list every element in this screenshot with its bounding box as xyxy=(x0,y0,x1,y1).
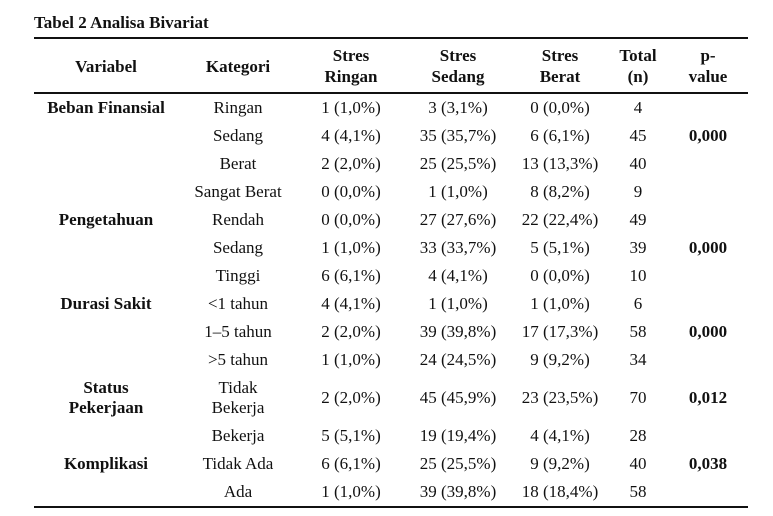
cell-variabel-line1: Status xyxy=(83,378,129,397)
cell-stres-berat: 4 (4,1%) xyxy=(530,426,590,445)
cell-variabel xyxy=(34,346,178,374)
header-p-value-line1: p- xyxy=(700,46,716,65)
cell-total: 4 xyxy=(633,98,643,117)
cell-stres-sedang: 24 (24,5%) xyxy=(419,350,497,369)
cell-kategori: >5 tahun xyxy=(207,350,269,369)
cell-total: 40 xyxy=(629,154,647,173)
cell-stres-ringan: 5 (5,1%) xyxy=(321,426,381,445)
cell-kategori: Bekerja xyxy=(211,426,265,445)
cell-stres-ringan: 2 (2,0%) xyxy=(321,388,381,407)
table-body xyxy=(34,93,748,507)
header-stres-ringan-line2: Ringan xyxy=(324,67,378,86)
table-caption: Tabel 2 Analisa Bivariat xyxy=(34,13,209,32)
cell-total: 70 xyxy=(629,388,647,407)
cell-stres-sedang: 3 (3,1%) xyxy=(428,98,488,117)
cell-kategori: Sangat Berat xyxy=(194,182,282,201)
cell-stres-ringan: 4 (4,1%) xyxy=(321,294,381,313)
cell-kategori: 1–5 tahun xyxy=(204,322,272,341)
cell-p-value: 0,000 xyxy=(688,322,728,341)
cell-kategori-line1: Tidak xyxy=(218,378,258,397)
cell-stres-ringan: 1 (1,0%) xyxy=(321,98,381,117)
cell-stres-sedang: 1 (1,0%) xyxy=(428,294,488,313)
cell-variabel xyxy=(34,422,178,450)
cell-total: 39 xyxy=(629,238,647,257)
cell-stres-sedang: 25 (25,5%) xyxy=(419,154,497,173)
cell-p-value xyxy=(668,93,748,122)
cell-p-value: 0,000 xyxy=(688,126,728,145)
cell-stres-berat: 0 (0,0%) xyxy=(530,266,590,285)
header-kategori: Kategori xyxy=(205,56,271,76)
cell-stres-berat: 18 (18,4%) xyxy=(521,482,599,501)
cell-stres-ringan: 4 (4,1%) xyxy=(321,126,381,145)
cell-stres-ringan: 2 (2,0%) xyxy=(321,322,381,341)
cell-variabel: Komplikasi xyxy=(63,454,149,473)
cell-stres-ringan: 2 (2,0%) xyxy=(321,154,381,173)
cell-stres-ringan: 0 (0,0%) xyxy=(321,182,381,201)
cell-total: 10 xyxy=(629,266,647,285)
cell-total: 40 xyxy=(629,454,647,473)
cell-stres-berat: 5 (5,1%) xyxy=(530,238,590,257)
header-variabel: Variabel xyxy=(75,56,137,76)
cell-stres-berat: 6 (6,1%) xyxy=(530,126,590,145)
table-row xyxy=(34,122,748,150)
table-row xyxy=(34,234,748,262)
table-row xyxy=(34,262,748,290)
cell-stres-ringan: 1 (1,0%) xyxy=(321,350,381,369)
cell-p-value: 0,000 xyxy=(688,238,728,257)
cell-stres-berat: 8 (8,2%) xyxy=(530,182,590,201)
cell-stres-ringan: 6 (6,1%) xyxy=(321,266,381,285)
cell-total: 58 xyxy=(629,482,647,501)
header-total xyxy=(608,38,668,93)
cell-p-value xyxy=(668,290,748,318)
cell-kategori: Ada xyxy=(223,482,253,501)
cell-stres-berat: 23 (23,5%) xyxy=(521,388,599,407)
cell-kategori: Sedang xyxy=(212,126,264,145)
cell-p-value xyxy=(668,346,748,374)
table-row xyxy=(34,422,748,450)
cell-variabel xyxy=(34,150,178,178)
cell-stres-sedang: 39 (39,8%) xyxy=(419,322,497,341)
cell-variabel: Durasi Sakit xyxy=(60,294,152,313)
header-total-line2: (n) xyxy=(627,67,649,86)
cell-p-value: 0,038 xyxy=(688,454,728,473)
cell-stres-sedang: 25 (25,5%) xyxy=(419,454,497,473)
cell-variabel xyxy=(34,178,178,206)
cell-stres-berat: 22 (22,4%) xyxy=(521,210,599,229)
cell-kategori: Tidak Ada xyxy=(202,454,274,473)
cell-stres-sedang: 27 (27,6%) xyxy=(419,210,497,229)
cell-stres-berat: 0 (0,0%) xyxy=(530,98,590,117)
cell-variabel xyxy=(34,122,178,150)
cell-p-value xyxy=(668,422,748,450)
cell-stres-ringan: 1 (1,0%) xyxy=(321,238,381,257)
table-row xyxy=(34,290,748,318)
cell-p-value xyxy=(668,150,748,178)
header-stres-berat-line2: Berat xyxy=(539,67,581,86)
cell-total: 28 xyxy=(629,426,647,445)
cell-stres-sedang: 1 (1,0%) xyxy=(428,182,488,201)
table-row xyxy=(34,346,748,374)
cell-stres-berat: 9 (9,2%) xyxy=(530,350,590,369)
bivariate-table xyxy=(34,37,748,508)
cell-total: 34 xyxy=(629,350,647,369)
cell-kategori: <1 tahun xyxy=(207,294,269,313)
header-stres-sedang-line1: Stres xyxy=(439,46,477,65)
cell-variabel xyxy=(34,478,178,507)
cell-stres-ringan: 1 (1,0%) xyxy=(321,482,381,501)
table-row xyxy=(34,374,748,422)
cell-variabel xyxy=(34,234,178,262)
header-stres-berat-line1: Stres xyxy=(541,46,579,65)
cell-p-value xyxy=(668,178,748,206)
header-p-value xyxy=(668,38,748,93)
cell-p-value: 0,012 xyxy=(688,388,728,407)
table-row xyxy=(34,93,748,122)
cell-total: 6 xyxy=(633,294,643,313)
cell-stres-sedang: 45 (45,9%) xyxy=(419,388,497,407)
cell-stres-sedang: 35 (35,7%) xyxy=(419,126,497,145)
table-row xyxy=(34,318,748,346)
table-row xyxy=(34,206,748,234)
cell-total: 58 xyxy=(629,322,647,341)
cell-kategori-line2: Bekerja xyxy=(211,398,265,417)
cell-kategori: Tinggi xyxy=(215,266,261,285)
cell-stres-berat: 13 (13,3%) xyxy=(521,154,599,173)
header-stres-berat xyxy=(512,38,608,93)
cell-kategori: Berat xyxy=(219,154,257,173)
cell-p-value xyxy=(668,478,748,507)
cell-p-value xyxy=(668,206,748,234)
table-header xyxy=(34,38,748,93)
cell-stres-sedang: 39 (39,8%) xyxy=(419,482,497,501)
header-p-value-line2: value xyxy=(688,67,728,86)
cell-stres-ringan: 0 (0,0%) xyxy=(321,210,381,229)
cell-variabel-line2: Pekerjaan xyxy=(68,398,144,417)
header-total-line1: Total xyxy=(619,46,657,65)
cell-stres-berat: 17 (17,3%) xyxy=(521,322,599,341)
table-row xyxy=(34,178,748,206)
table-row xyxy=(34,450,748,478)
cell-variabel xyxy=(34,374,178,422)
cell-total: 9 xyxy=(633,182,643,201)
cell-kategori: Rendah xyxy=(212,210,264,229)
cell-kategori xyxy=(178,374,298,422)
cell-total: 45 xyxy=(629,126,647,145)
cell-variabel: Pengetahuan xyxy=(58,210,154,229)
header-stres-ringan-line1: Stres xyxy=(332,46,370,65)
cell-total: 49 xyxy=(629,210,647,229)
cell-stres-berat: 1 (1,0%) xyxy=(530,294,590,313)
header-stres-sedang-line2: Sedang xyxy=(431,67,485,86)
cell-variabel: Beban Finansial xyxy=(47,98,165,117)
cell-kategori: Sedang xyxy=(212,238,264,257)
header-stres-sedang xyxy=(404,38,512,93)
cell-variabel xyxy=(34,318,178,346)
cell-p-value xyxy=(668,262,748,290)
table-row xyxy=(34,150,748,178)
header-row xyxy=(34,38,748,93)
table-row xyxy=(34,478,748,507)
cell-stres-sedang: 19 (19,4%) xyxy=(419,426,497,445)
cell-variabel xyxy=(34,262,178,290)
cell-stres-ringan: 6 (6,1%) xyxy=(321,454,381,473)
cell-stres-sedang: 4 (4,1%) xyxy=(428,266,488,285)
header-stres-ringan xyxy=(298,38,404,93)
cell-stres-sedang: 33 (33,7%) xyxy=(419,238,497,257)
cell-stres-berat: 9 (9,2%) xyxy=(530,454,590,473)
cell-kategori: Ringan xyxy=(213,98,263,117)
